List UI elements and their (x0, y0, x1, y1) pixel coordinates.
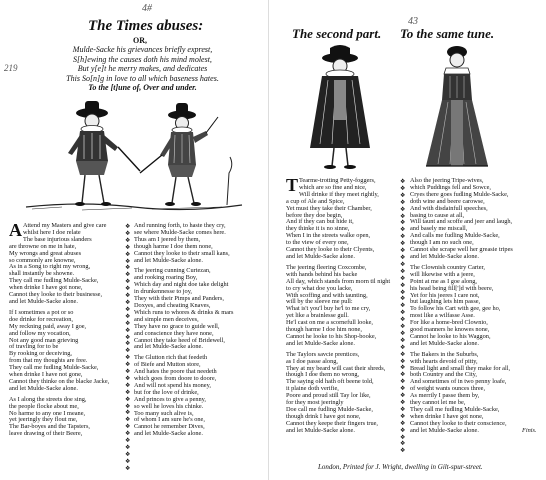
ornament-glyph: ❖ (125, 279, 130, 286)
verse-line: And calls me fudling Mulde-Sacke, (410, 232, 500, 240)
verse-line: They at my beard will cast their shreds, (286, 364, 386, 372)
verse-line: Yet for his jeeres I care not, (410, 291, 480, 299)
ornament-glyph: ❖ (125, 286, 130, 293)
verse-line: and let Mulde-Sacke alone. (9, 384, 78, 392)
verse-line: They call me fudling Mulde-Sacke, (9, 277, 99, 285)
ornament-glyph: ❖ (125, 265, 130, 272)
verse-line: And running forth, to haste they cry, (134, 222, 226, 229)
verse-line: both Country and the City, (410, 371, 477, 379)
ornament-border-right (400, 179, 404, 455)
verse-line: his head being fill[']d with beere, (410, 284, 494, 292)
verse-line: Tearme-trotting Petty-foggers, (299, 177, 376, 184)
verse-line: And with disdainfull speeches, (410, 204, 488, 212)
verse-line: to cry what doe you lacke, (286, 284, 353, 292)
ornament-glyph: ❖ (400, 248, 405, 255)
ornament-glyph: ❖ (400, 261, 405, 268)
verse-line: Cannot they thinke on the blacke Jacke, (9, 377, 110, 385)
ornament-glyph: ❖ (125, 251, 130, 258)
verse-line: so well he loves his chinke. (134, 402, 204, 410)
subtitle-line: But y[e]t he merry makes, and dedicates (77, 64, 208, 73)
verse-line: from that my thoughts are free. (9, 357, 88, 365)
verse-line: they thinke it is no sinne, (286, 225, 350, 233)
ornament-glyph: ❖ (400, 185, 405, 192)
verse-line: Cannot she scrape well her greasie tripes (410, 246, 513, 254)
ornament-glyph: ❖ (125, 410, 130, 417)
verse-line: Yet must they take their Chamber, (286, 204, 372, 212)
ornament-glyph: ❖ (125, 313, 130, 320)
verse-line: Cannot they looke to their Clyents, (286, 246, 375, 254)
verse-line: No harme to any one I meane, (9, 409, 86, 417)
second-part-title: The second part. (292, 26, 382, 41)
verse-line: it plaine doth verifie, (286, 385, 339, 393)
verse-line: shall instantly be showne. (9, 270, 75, 278)
subtitle-line: Mulde-Sacke his grievances briefly exprest, (72, 45, 213, 54)
ornament-glyph: ❖ (400, 296, 405, 303)
verse-line: and let Mulde-Sacke alone. (410, 339, 479, 347)
verse-line: with hands behind his backe (286, 270, 358, 278)
ornament-glyph: ❖ (125, 230, 130, 237)
ornament-glyph: ❖ (125, 272, 130, 279)
verse-line: for they most jeeringly (286, 399, 344, 407)
ornament-glyph: ❖ (125, 334, 130, 341)
verse-line: Thus am I jeered by them, (134, 235, 201, 243)
ornament-glyph: ❖ (400, 393, 405, 400)
verse-line: so commonly are knowne, (9, 256, 76, 264)
ornament-glyph: ❖ (400, 241, 405, 248)
ornament-glyph: ❖ (125, 389, 130, 396)
ornament-glyph: ❖ (125, 369, 130, 376)
woodcut-man-in-cloak (300, 44, 380, 174)
verse-line: though I am no such one, (410, 239, 474, 247)
verse-line: Cannot they take heed of Bridewell, (134, 336, 225, 344)
verse-line: will by the sleeve me pull: (286, 298, 353, 306)
verse-line: and rooking roaring Boy, (134, 274, 198, 282)
verse-line: of weight wants ounces three, (410, 385, 486, 393)
verse-line: of travling for to be (9, 343, 59, 351)
verse-line: By rooking or deceiving, (9, 350, 72, 358)
verse-line: leave drawing of their Beere, (9, 430, 83, 438)
verse-line: which are so fine and nice, (299, 183, 367, 191)
ornament-glyph: ❖ (125, 424, 130, 431)
ornament-glyph: ❖ (400, 192, 405, 199)
verse-line: He'l cast on me a scornefull looke, (286, 319, 373, 327)
verse-line: as I doe passe along, (286, 357, 338, 365)
verse-line: in drunkennesse to joy, (134, 288, 193, 296)
ornament-glyph: ❖ (400, 413, 405, 420)
verse-line: and let Mulde-Sacke alone. (134, 256, 203, 264)
woodcut-two-men (22, 95, 247, 215)
verse-line: And if they can but hide it, (286, 218, 354, 226)
verse-line: Cannot they looke to their small kans, (134, 249, 230, 257)
ornament-glyph: ❖ (400, 310, 405, 317)
ornament-glyph: ❖ (125, 244, 130, 251)
verse-line: As in a Song to right my wrong, (9, 263, 91, 271)
ornament-glyph: ❖ (400, 448, 405, 455)
margin-note-left: 4# (142, 3, 152, 14)
verse-line: the people flocke about me, (9, 402, 79, 410)
verse-line: when drinke I have not gone, (9, 371, 83, 379)
ornament-glyph: ❖ (125, 375, 130, 382)
ornament-glyph: ❖ (125, 306, 130, 313)
verse-line: and basely me miscall, (410, 225, 468, 233)
ornament-glyph: ❖ (125, 465, 130, 472)
ornament-glyph: ❖ (125, 293, 130, 300)
verse-line: Which day and night doe take delight (134, 281, 229, 289)
ornament-glyph: ❖ (125, 320, 130, 327)
margin-note-side: 219 (4, 63, 18, 73)
ornament-glyph: ❖ (400, 199, 405, 206)
verse-line: What is't you'l buy he'l to me cry, (286, 305, 371, 313)
verse-line: whilst here I doe relate (23, 228, 81, 236)
ornament-glyph: ❖ (125, 224, 130, 230)
verse-line: As merrily I passe them by, (410, 392, 480, 400)
verse-line: The Bakers in the Suburbs, (410, 350, 479, 358)
ornament-glyph: ❖ (400, 358, 405, 365)
margin-note-right: 43 (408, 16, 418, 27)
ornament-glyph: ❖ (400, 406, 405, 413)
ornament-glyph: ❖ (400, 206, 405, 213)
ornament-glyph: ❖ (400, 234, 405, 241)
ornament-glyph: ❖ (125, 417, 130, 424)
verse-line: which Puddings fell and Sowce, (410, 183, 491, 191)
ornament-glyph: ❖ (400, 344, 405, 351)
verse-line: but for the love of drinke, (134, 388, 199, 396)
verse-line: The Clownish country Carter, (410, 263, 485, 271)
verse-line: Poore and proud still Tay lor like, (286, 392, 371, 400)
verse-line: doth wine and beere carowse, (410, 197, 485, 205)
ornament-glyph: ❖ (400, 303, 405, 310)
subtitle-line: S[h]ewing the causes doth his mind molest, (73, 54, 212, 64)
imprint: London, Printed for J. Wright, dwelling in Gilt-spur-street. (318, 463, 483, 471)
verse-line: yet jeeringly they flout me, (9, 416, 78, 424)
ornament-glyph: ❖ (125, 445, 130, 451)
drop-capital: T (286, 175, 299, 195)
drop-capital: A (9, 220, 22, 240)
right-col-2 (410, 178, 544, 435)
title-or: OR, (133, 36, 147, 45)
verse-line: With scoffing and with taunting, (286, 291, 368, 299)
verse-line: and let Mulde-Sacke alone. (286, 252, 355, 260)
verse-line: though drink I have got none, (286, 412, 361, 420)
verse-line: All day, which stands from morn til night (286, 277, 391, 285)
ornament-glyph: ❖ (125, 362, 130, 369)
same-tune-title: To the same tune. (400, 26, 495, 41)
verse-line: before they doe begin, (286, 211, 343, 219)
verse-line: and simple men deceives, (134, 315, 199, 323)
ornament-glyph: ❖ (400, 400, 405, 406)
ornament-glyph: ❖ (400, 379, 405, 386)
verse-line: Doe call me fudling Mulde-Sacke, (286, 406, 373, 413)
ornament-glyph: ❖ (400, 441, 405, 448)
ornament-glyph: ❖ (400, 351, 405, 358)
ornament-glyph: ❖ (400, 324, 405, 331)
verse-line: And will not spend his money, (134, 381, 211, 389)
verse-line: of whom I am sure he's one, (134, 416, 205, 424)
verse-line: though harme I doe him none, (286, 326, 362, 334)
verse-line: My wrongs and great abuses (9, 249, 82, 257)
verse-line: a cup of Ale and Spice, (286, 197, 345, 205)
verse-line: They have no grace to guide well, (134, 322, 220, 330)
verse-line: And sometimes of in two penny loafe, (410, 378, 507, 386)
verse-line: with hearts devoid of pitty, (410, 357, 478, 365)
verse-line: And princes to give a penny, (134, 395, 206, 403)
ornament-glyph: ❖ (125, 355, 130, 362)
ornament-glyph: ❖ (125, 299, 130, 306)
verse-line: Cannot he looke to his Waggon, (410, 332, 491, 340)
verse-line: but laughing lets him passe, (410, 298, 481, 306)
verse-line: Attend my Masters and give care (23, 222, 107, 229)
ornament-glyph: ❖ (125, 258, 130, 265)
ornament-glyph: ❖ (125, 237, 130, 244)
left-page-title: The Times abuses: (88, 18, 204, 34)
verse-line: and let Mulde-Sacke alone. (410, 426, 479, 434)
verse-line: Too many such alive is, (134, 409, 194, 417)
ornament-glyph: ❖ (400, 386, 405, 393)
verse-line: Cannot they keepe their fingers true, (286, 419, 378, 427)
left-col-1 (9, 220, 125, 438)
verse-line: see where Mulde-Sacke comes here. (134, 228, 226, 236)
verse-line: And hates the poore that needeth (134, 368, 217, 376)
verse-line: and let Mulde-Sacke alone. (286, 426, 355, 434)
verse-line: of Biefe and Mutton store, (134, 361, 201, 369)
woodcut-woman (420, 40, 495, 175)
ornament-glyph: ❖ (400, 365, 405, 372)
ornament-glyph: ❖ (125, 382, 130, 389)
verse-line: which goes from doore to doore, (134, 375, 217, 383)
ornament-glyph: ❖ (400, 420, 405, 427)
verse-line: and let Mulde-Sacke alone. (410, 252, 479, 260)
ornament-glyph: ❖ (400, 268, 405, 275)
verse-line: Not any good man grieving (9, 336, 79, 344)
verse-line: Cannot they looke to their businesse, (9, 291, 103, 299)
verse-line: and follow my vocation, (9, 329, 71, 337)
page-gutter (268, 0, 269, 480)
ornament-border-left (125, 224, 129, 473)
ornament-glyph: ❖ (125, 451, 130, 458)
verse-line: They call me fudling Mulde-Sacke, (9, 364, 99, 372)
verse-line: The saying old hath oft beene told, (286, 378, 374, 386)
ornament-glyph: ❖ (400, 289, 405, 296)
verse-line: Which runs to whores & drinks & mars (134, 308, 234, 316)
verse-line: Also the jeering Tripe-wives, (410, 177, 484, 184)
ornament-glyph: ❖ (400, 213, 405, 220)
finis-mark: Finis. (522, 426, 537, 434)
verse-line: will likewise with a jeere, (410, 270, 475, 278)
ornament-glyph: ❖ (125, 327, 130, 334)
subtitle (40, 45, 245, 93)
verse-line: My reckning paid, away I goe, (9, 322, 87, 330)
verse-line: Cannot he looke to his Shop-booke, (286, 332, 377, 340)
ornament-glyph: ❖ (400, 275, 405, 282)
verse-line: If I sometimes a pot or so (9, 308, 74, 316)
ornament-glyph: ❖ (400, 317, 405, 324)
ornament-glyph: ❖ (400, 330, 405, 337)
verse-line: most like a wilfasse Asse. (410, 312, 475, 320)
verse-line: when drinke I have got none, (9, 284, 83, 292)
verse-line: They call me fudling Mulde-Sacke, (410, 406, 500, 413)
verse-line: The jeering cunning Curtezan, (134, 267, 211, 275)
ornament-glyph: ❖ (125, 348, 130, 355)
verse-line: Cryes there goes fudling Mulde-Sacke, (410, 190, 509, 198)
verse-line: Will drinke if they meet rightly, (299, 190, 379, 198)
verse-line: and let Mulde-Sacke alone. (134, 343, 203, 351)
ornament-glyph: ❖ (125, 396, 130, 403)
verse-line: basing to cause at all, (410, 211, 465, 219)
ornament-glyph: ❖ (400, 337, 405, 344)
ornament-glyph: ❖ (400, 372, 405, 379)
ornament-glyph: ❖ (400, 220, 405, 227)
verse-line: As I along the streets doe sing, (9, 395, 87, 403)
verse-line: Doxyes, and cheating Knaves, (134, 301, 211, 309)
verse-line: though harme I doe them none, (134, 242, 213, 250)
subtitle-line: This So[n]g in love to all which baseness hates. (66, 73, 219, 83)
verse-line: and let Mulde-Sacke alone. (9, 297, 78, 305)
verse-line: The base injurious slanders (23, 235, 92, 243)
ornament-glyph: ❖ (125, 431, 130, 438)
verse-line: Point at me as I goe along, (410, 277, 477, 285)
verse-line: Bread light and small they make for all, (410, 364, 511, 372)
ornament-glyph: ❖ (400, 227, 405, 234)
ornament-glyph: ❖ (125, 403, 130, 410)
ornament-glyph: ❖ (400, 282, 405, 289)
ornament-glyph: ❖ (400, 427, 405, 434)
ornament-glyph: ❖ (125, 438, 130, 445)
verse-line: they cannot let me be, (410, 399, 466, 407)
verse-line: though I doe them no wrong, (286, 371, 360, 379)
verse-line: doe drinke for recreation, (9, 315, 73, 323)
left-col-2 (134, 223, 260, 438)
ornament-glyph: ❖ (400, 434, 405, 441)
subtitle-line: To the [t]une of, Over and under. (88, 83, 197, 92)
verse-line: yet like a brainlesse gull. (286, 312, 349, 320)
verse-line: The Bar-boyes and the Tapsters, (9, 423, 90, 431)
right-col-1 (286, 175, 396, 435)
verse-line: The Glutton rich that feedeth (134, 354, 208, 362)
verse-line: The Taylors savcie prentices, (286, 350, 360, 358)
verse-line: Cannot they looke to their conscience, (410, 419, 507, 427)
verse-line: when drinke I have got none, (410, 412, 484, 420)
verse-line: To follow his Cart with gee, gee ho, (410, 305, 501, 313)
verse-line: to the view of every one, (286, 239, 349, 247)
verse-line: Cannot he remember Dives, (134, 423, 205, 431)
ornament-glyph: ❖ (125, 458, 130, 465)
verse-line: They with their Pimps and Panders, (134, 295, 224, 303)
verse-line: When I in the streets walke open, (286, 232, 371, 240)
ornament-glyph: ❖ (400, 254, 405, 261)
verse-line: good manners he knowes none, (410, 326, 490, 334)
verse-line: Will taunt and scoffe and jeer and laugh, (410, 218, 513, 226)
verse-line: and conscience they have none, (134, 329, 214, 337)
verse-line: are throwne on me in hate, (9, 242, 77, 250)
verse-line: For like a home-bred Clownio, (410, 319, 488, 327)
verse-line: and let Mulde-Sacke alone. (286, 339, 355, 347)
verse-line: The jeering fleering Coxcombe, (286, 263, 367, 271)
verse-line: and let Mulde-Sacke alone. (134, 430, 203, 438)
ornament-glyph: ❖ (400, 179, 405, 185)
ornament-glyph: ❖ (125, 341, 130, 348)
